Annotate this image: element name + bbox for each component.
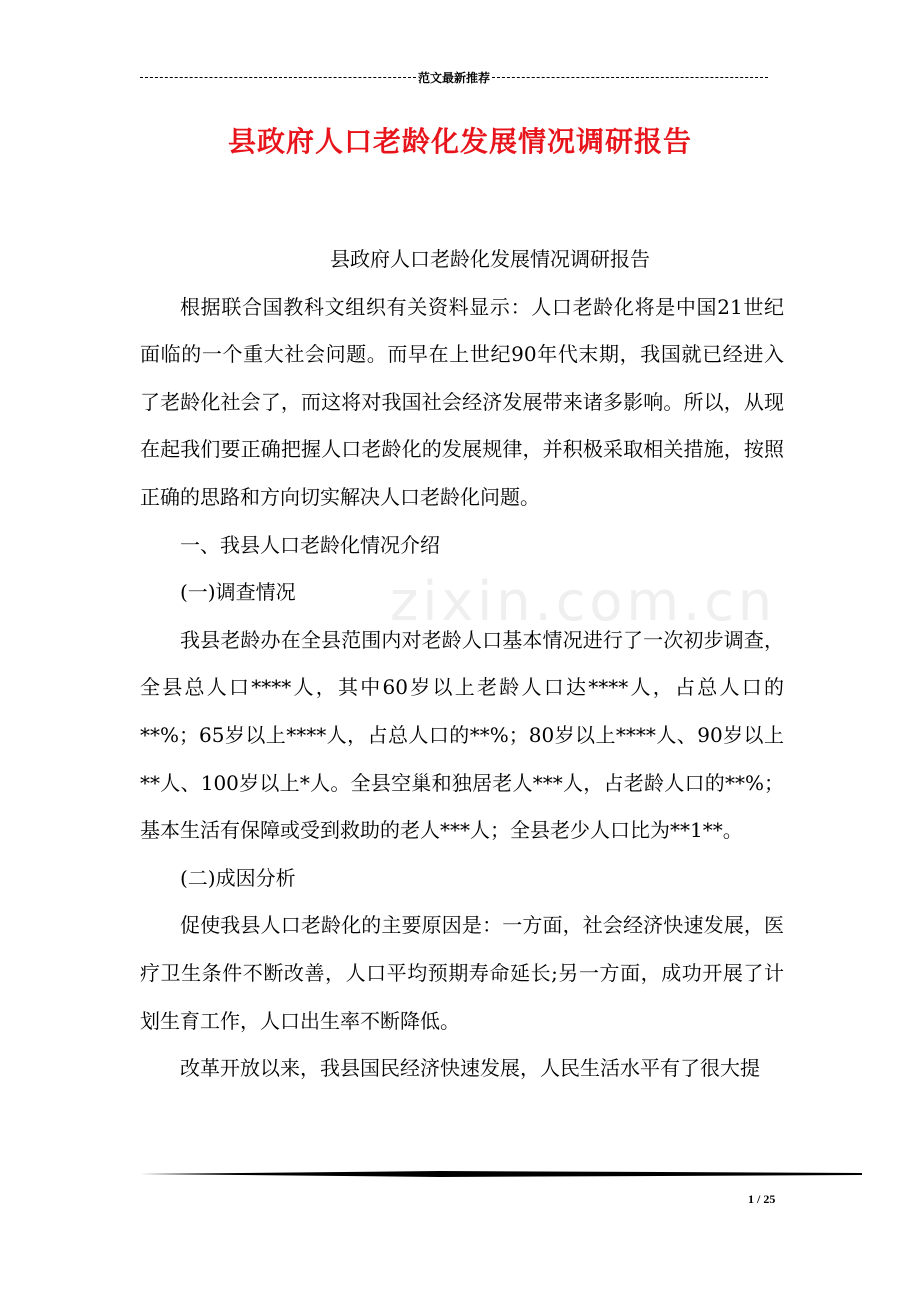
header-dash-left <box>140 77 416 78</box>
paragraph-survey: 我县老龄办在全县范围内对老龄人口基本情况进行了一次初步调查，全县总人口****人，其中60岁以上老龄人口达****人，占总人口的**%；65岁以上****人，占总人口的**%；80岁以上****人、90岁以上**人、100岁以上*人。全县空巢和独居老人***人，占老龄人口的**%；基本生活有保障或受到救助的老人***人；全县老少人口比为**1**。 <box>140 627 784 843</box>
subsection-heading-causes: (二)成因分析 <box>180 865 296 890</box>
document-title: 县政府人口老龄化发展情况调研报告 <box>227 125 692 158</box>
paragraph-causes: 促使我县人口老龄化的主要原因是：一方面，社会经济快速发展，医疗卫生条件不断改善，人口平均预期寿命延长;另一方面，成功开展了计划生育工作，人口出生率不断降低。 <box>140 913 784 1033</box>
paragraph-reform: 改革开放以来，我县国民经济快速发展，人民生活水平有了很大提 <box>180 1056 760 1081</box>
watermark: zixin.com.cn <box>390 570 777 633</box>
footer-rule <box>140 1170 862 1178</box>
subsection-heading-survey: (一)调查情况 <box>180 580 296 605</box>
document-subtitle: 县政府人口老龄化发展情况调研报告 <box>330 247 650 271</box>
section-heading-1: 一、我县人口老龄化情况介绍 <box>180 532 440 557</box>
header-dash-right <box>492 77 768 78</box>
document-body <box>140 236 784 1093</box>
paragraph-intro: 根据联合国教科文组织有关资料显示：人口老龄化将是中国21世纪面临的一个重大社会问题。而早在上世纪90年代末期，我国就已经进入了老龄化社会了，而这将对我国社会经济发展带来诸多影响。所以，从现在起我们要正确把握人口老龄化的发展规律，并积极采取相关措施，按照正确的思路和方向切实解决人口老龄化问题。 <box>140 294 784 509</box>
page-number: 1 / 25 <box>748 1192 776 1206</box>
header-label: 范文最新推荐 <box>418 70 491 85</box>
page-header <box>140 68 768 86</box>
